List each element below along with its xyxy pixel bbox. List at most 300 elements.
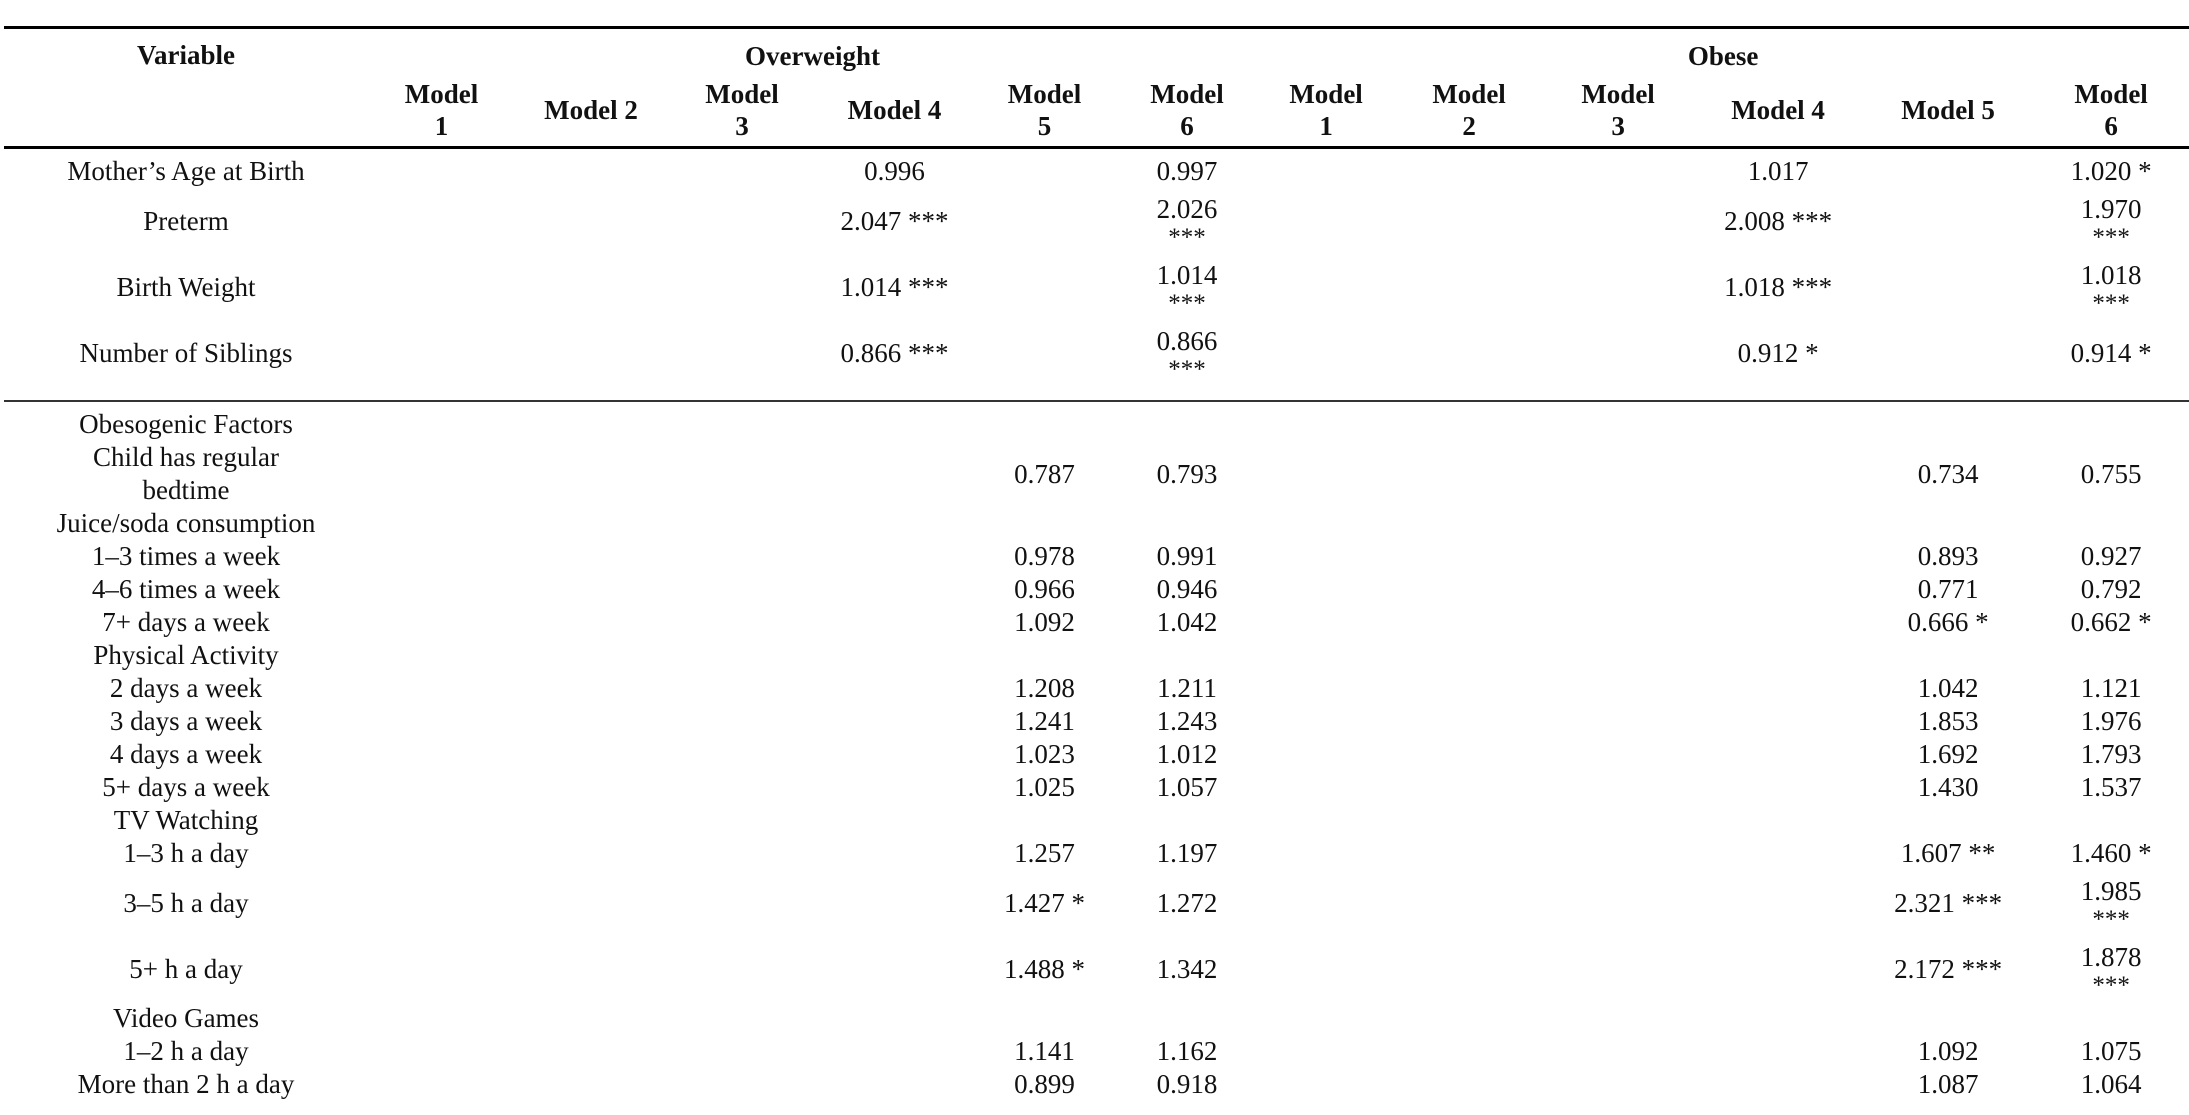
odds-ratio-cell: 0.771	[1917, 574, 1979, 604]
odds-ratio-cell	[1395, 804, 1543, 837]
odds-ratio-cell	[667, 540, 817, 573]
row-label-text: Preterm	[143, 205, 229, 236]
row-label-text: 4 days a week	[109, 739, 263, 769]
model-header-overweight-1	[368, 75, 515, 155]
model-header-line1: Model	[1289, 79, 1363, 109]
odds-ratio-cell	[368, 1035, 515, 1068]
odds-ratio-cell	[1257, 639, 1395, 672]
odds-ratio-cell	[515, 320, 667, 386]
odds-ratio-cell: 1.976	[2080, 706, 2142, 736]
odds-ratio-cell	[1395, 573, 1543, 606]
table-row	[4, 320, 2189, 386]
odds-ratio-cell	[667, 672, 817, 705]
odds-ratio-cell	[667, 188, 817, 254]
significance-stars: ***	[2092, 905, 2130, 933]
odds-ratio-cell	[1543, 320, 1693, 386]
odds-ratio-value: 1.985	[2080, 875, 2142, 906]
odds-ratio-cell	[515, 639, 667, 672]
odds-ratio-value: 0.866	[1156, 325, 1218, 356]
model-header-line2: 5	[1037, 111, 1052, 141]
odds-ratio-cell	[1257, 771, 1395, 804]
odds-ratio-cell	[667, 573, 817, 606]
row-label-text: Juice/soda consumption	[56, 508, 316, 538]
row-label-text: Obesogenic Factors	[79, 409, 293, 439]
odds-ratio-cell	[368, 320, 515, 386]
section-separator	[4, 386, 2189, 408]
odds-ratio-cell: 1.020 *	[2070, 156, 2152, 186]
odds-ratio-cell	[1395, 155, 1543, 188]
row-label	[4, 936, 368, 1002]
odds-ratio-value: 1.878	[2080, 941, 2142, 972]
odds-ratio-cell	[1693, 672, 1863, 705]
odds-ratio-cell	[368, 441, 515, 507]
odds-ratio-cell	[667, 936, 817, 1002]
odds-ratio-cell	[1863, 1002, 2033, 1035]
odds-ratio-cell: 1.243	[1156, 706, 1218, 736]
row-label	[4, 672, 368, 705]
odds-ratio-cell	[667, 155, 817, 188]
row-label	[4, 606, 368, 639]
odds-ratio-cell: 0.996	[864, 156, 925, 186]
row-label	[4, 441, 368, 507]
odds-ratio-value: 1.018	[2080, 259, 2142, 290]
odds-ratio-cell	[368, 540, 515, 573]
odds-ratio-cell	[515, 155, 667, 188]
odds-ratio-cell	[1863, 254, 2033, 320]
odds-ratio-cell	[667, 441, 817, 507]
odds-ratio-cell	[667, 738, 817, 771]
odds-ratio-cell	[817, 573, 972, 606]
odds-ratio-cell	[817, 870, 972, 936]
odds-ratio-cell	[972, 507, 1117, 540]
row-label-text: Child has regular	[93, 442, 279, 472]
table-body	[4, 155, 2189, 1101]
model-header-line1: Model	[1150, 79, 1224, 109]
odds-ratio-cell	[515, 705, 667, 738]
odds-ratio-cell	[817, 804, 972, 837]
odds-ratio-cell: 0.734	[1917, 458, 1979, 489]
odds-ratio-cell	[1693, 540, 1863, 573]
model-header-overweight-6	[1117, 75, 1257, 155]
odds-ratio-cell	[1693, 1068, 1863, 1101]
odds-ratio-cell	[1543, 771, 1693, 804]
odds-ratio-cell	[1543, 936, 1693, 1002]
odds-ratio-cell: 0.997	[1156, 156, 1218, 186]
odds-ratio-cell	[1257, 441, 1395, 507]
odds-ratio-cell	[1543, 870, 1693, 936]
odds-ratio-cell: 0.966	[1014, 574, 1075, 604]
odds-ratio-cell	[1257, 870, 1395, 936]
odds-ratio-cell	[1395, 1002, 1543, 1035]
odds-ratio-cell	[972, 188, 1117, 254]
odds-ratio-cell: 0.666 *	[1907, 607, 1989, 637]
row-label	[4, 771, 368, 804]
odds-ratio-cell: 1.342	[1156, 953, 1218, 984]
model-header-line1: Model	[2074, 79, 2148, 109]
odds-ratio-cell	[1395, 540, 1543, 573]
odds-ratio-cell	[1543, 155, 1693, 188]
odds-ratio-cell: 1.211	[1157, 673, 1217, 703]
odds-ratio-cell: 2.047 ***	[840, 205, 949, 236]
model-header-obese-1	[1257, 75, 1395, 155]
odds-ratio-cell	[817, 1035, 972, 1068]
odds-ratio-cell: 1.793	[2080, 739, 2142, 769]
odds-ratio-cell	[817, 705, 972, 738]
odds-ratio-cell	[2033, 188, 2189, 254]
odds-ratio-cell	[368, 1002, 515, 1035]
odds-ratio-cell	[368, 254, 515, 320]
row-label	[4, 639, 368, 672]
odds-ratio-cell	[515, 1035, 667, 1068]
odds-ratio-cell	[1257, 1068, 1395, 1101]
odds-ratio-cell	[1117, 408, 1257, 441]
table-row	[4, 804, 2189, 837]
odds-ratio-cell	[972, 804, 1117, 837]
odds-ratio-cell: 1.087	[1917, 1069, 1979, 1099]
odds-ratio-cell	[1117, 804, 1257, 837]
odds-ratio-cell: 0.914 *	[2070, 337, 2152, 368]
odds-ratio-cell	[515, 573, 667, 606]
table-row	[4, 936, 2189, 1002]
odds-ratio-cell	[667, 507, 817, 540]
odds-ratio-cell	[1543, 441, 1693, 507]
odds-ratio-cell	[1257, 606, 1395, 639]
odds-ratio-cell	[368, 606, 515, 639]
odds-ratio-cell	[1543, 1068, 1693, 1101]
model-header-line2: 2	[1462, 111, 1476, 141]
row-label	[4, 320, 368, 386]
odds-ratio-cell	[1693, 738, 1863, 771]
odds-ratio-cell	[667, 705, 817, 738]
significance-stars: ***	[2092, 223, 2130, 251]
model-header-obese-4	[1693, 75, 1863, 155]
odds-ratio-cell	[817, 1068, 972, 1101]
odds-ratio-cell	[368, 804, 515, 837]
odds-ratio-cell	[1863, 507, 2033, 540]
table-row	[4, 1068, 2189, 1101]
odds-ratio-cell	[1395, 639, 1543, 672]
odds-ratio-cell: 0.793	[1156, 458, 1218, 489]
odds-ratio-cell	[817, 639, 972, 672]
model-header-overweight-2	[515, 75, 667, 155]
odds-ratio-cell	[368, 936, 515, 1002]
table-row	[4, 441, 2189, 507]
model-header-line1: Model	[1432, 79, 1506, 109]
model-header-line2: 6	[2104, 111, 2118, 141]
odds-ratio-cell	[1543, 573, 1693, 606]
model-header-obese-2	[1395, 75, 1543, 155]
odds-ratio-cell	[817, 771, 972, 804]
row-label	[4, 540, 368, 573]
table-row	[4, 672, 2189, 705]
odds-ratio-cell	[515, 254, 667, 320]
odds-ratio-cell	[1543, 738, 1693, 771]
table-row	[4, 188, 2189, 254]
odds-ratio-cell	[1693, 1035, 1863, 1068]
odds-ratio-cell	[817, 672, 972, 705]
odds-ratio-cell	[1257, 1002, 1395, 1035]
odds-ratio-cell: 1.460 *	[2070, 838, 2152, 868]
odds-ratio-cell: 1.042	[1917, 673, 1979, 703]
model-header-line1: Model	[1007, 79, 1082, 109]
odds-ratio-cell	[817, 738, 972, 771]
significance-stars: ***	[1168, 289, 1206, 317]
odds-ratio-cell	[1543, 540, 1693, 573]
odds-ratio-cell: 1.537	[2080, 772, 2142, 802]
odds-ratio-cell	[1395, 738, 1543, 771]
odds-ratio-cell	[1257, 254, 1395, 320]
odds-ratio-cell	[817, 408, 972, 441]
odds-ratio-cell	[515, 188, 667, 254]
row-label	[4, 804, 368, 837]
odds-ratio-cell	[1395, 507, 1543, 540]
odds-ratio-cell: 1.853	[1917, 706, 1979, 736]
odds-ratio-cell	[1395, 936, 1543, 1002]
odds-ratio-cell	[1693, 804, 1863, 837]
odds-ratio-cell: 1.023	[1014, 739, 1075, 769]
odds-ratio-cell	[667, 837, 817, 870]
row-label	[4, 573, 368, 606]
odds-ratio-cell	[817, 936, 972, 1002]
model-header-overweight-5	[972, 75, 1117, 155]
row-label	[4, 155, 368, 188]
row-label	[4, 705, 368, 738]
odds-ratio-cell: 1.018 ***	[1724, 271, 1833, 302]
model-header-overweight-3	[667, 75, 817, 155]
row-label-text: 1–3 times a week	[91, 541, 281, 571]
odds-ratio-cell	[1693, 441, 1863, 507]
odds-ratio-cell: 0.991	[1156, 541, 1218, 571]
model-header-line1: Model	[404, 79, 479, 109]
odds-ratio-cell	[1543, 1035, 1693, 1068]
odds-ratio-cell	[1543, 804, 1693, 837]
row-label	[4, 1068, 368, 1101]
odds-ratio-cell: 1.014 ***	[840, 271, 949, 302]
odds-ratio-cell	[368, 639, 515, 672]
odds-ratio-cell	[1693, 606, 1863, 639]
odds-ratio-cell	[2033, 507, 2189, 540]
odds-ratio-value: 1.970	[2080, 193, 2142, 224]
odds-ratio-cell	[1863, 188, 2033, 254]
odds-ratio-cell	[1395, 1035, 1543, 1068]
odds-ratio-cell: 1.075	[2080, 1036, 2142, 1066]
odds-ratio-cell	[817, 837, 972, 870]
row-label-text: More than 2 h a day	[77, 1069, 295, 1099]
odds-ratio-cell	[1693, 1002, 1863, 1035]
odds-ratio-cell	[368, 155, 515, 188]
odds-ratio-cell: 1.092	[1917, 1036, 1979, 1066]
odds-ratio-cell: 0.899	[1014, 1069, 1075, 1099]
row-label-text: 2 days a week	[109, 673, 263, 703]
odds-ratio-cell	[1543, 672, 1693, 705]
odds-ratio-cell: 0.893	[1917, 541, 1979, 571]
odds-ratio-cell	[1395, 672, 1543, 705]
odds-ratio-cell: 0.927	[2080, 541, 2142, 571]
odds-ratio-cell	[1117, 1002, 1257, 1035]
odds-ratio-cell: 1.607 **	[1900, 838, 1996, 868]
odds-ratio-cell: 1.692	[1917, 739, 1979, 769]
regression-table	[4, 27, 2189, 1101]
odds-ratio-cell	[1257, 705, 1395, 738]
odds-ratio-cell	[1863, 804, 2033, 837]
odds-ratio-cell: 1.025	[1014, 772, 1075, 802]
odds-ratio-cell	[515, 771, 667, 804]
odds-ratio-cell	[515, 936, 667, 1002]
odds-ratio-cell	[368, 1068, 515, 1101]
odds-ratio-cell: 1.427 *	[1004, 887, 1085, 918]
odds-ratio-cell	[972, 155, 1117, 188]
odds-ratio-cell	[1257, 936, 1395, 1002]
odds-ratio-cell	[667, 1068, 817, 1101]
odds-ratio-cell	[817, 507, 972, 540]
odds-ratio-cell: 0.755	[2080, 458, 2142, 489]
odds-ratio-cell	[1257, 155, 1395, 188]
odds-ratio-cell: 1.257	[1014, 838, 1075, 868]
odds-ratio-cell: 1.042	[1156, 607, 1218, 637]
odds-ratio-cell: 1.430	[1917, 772, 1979, 802]
odds-ratio-cell	[1257, 837, 1395, 870]
odds-ratio-cell	[368, 408, 515, 441]
row-label	[4, 507, 368, 540]
odds-ratio-cell	[1543, 837, 1693, 870]
odds-ratio-cell	[515, 507, 667, 540]
row-label-text: bedtime	[142, 475, 230, 505]
odds-ratio-cell	[2033, 870, 2189, 936]
row-label-text: TV Watching	[113, 805, 259, 835]
odds-ratio-cell	[1863, 408, 2033, 441]
odds-ratio-cell	[667, 408, 817, 441]
model-header-line1: Model	[1581, 79, 1655, 109]
odds-ratio-cell	[1863, 320, 2033, 386]
odds-ratio-cell	[2033, 408, 2189, 441]
odds-ratio-cell	[972, 1002, 1117, 1035]
model-header-line1: Model	[705, 79, 779, 109]
row-label-text: Birth Weight	[116, 271, 256, 302]
odds-ratio-cell	[1257, 408, 1395, 441]
odds-ratio-cell: 1.488 *	[1004, 953, 1085, 984]
odds-ratio-cell	[1693, 837, 1863, 870]
row-label-text: 4–6 times a week	[91, 574, 281, 604]
odds-ratio-cell: 1.017	[1747, 156, 1809, 186]
significance-stars: ***	[1168, 223, 1206, 251]
odds-ratio-cell	[515, 672, 667, 705]
odds-ratio-cell	[667, 870, 817, 936]
odds-ratio-cell	[1863, 155, 2033, 188]
model-header-obese-5	[1863, 75, 2033, 155]
odds-ratio-cell: 1.064	[2080, 1069, 2142, 1099]
odds-ratio-cell	[1117, 188, 1257, 254]
table-row	[4, 1002, 2189, 1035]
odds-ratio-cell	[2033, 639, 2189, 672]
odds-ratio-cell	[1257, 573, 1395, 606]
odds-ratio-cell	[1257, 507, 1395, 540]
odds-ratio-cell: 1.272	[1156, 887, 1218, 918]
row-label	[4, 738, 368, 771]
row-label	[4, 1035, 368, 1068]
odds-ratio-cell	[1395, 441, 1543, 507]
odds-ratio-cell	[972, 408, 1117, 441]
odds-ratio-cell	[1863, 639, 2033, 672]
table-row	[4, 254, 2189, 320]
odds-ratio-cell	[1543, 705, 1693, 738]
odds-ratio-cell: 1.057	[1156, 772, 1218, 802]
row-label-text: 1–3 h a day	[123, 838, 249, 868]
row-label-text: Mother’s Age at Birth	[67, 156, 305, 186]
odds-ratio-cell	[1257, 1035, 1395, 1068]
row-label	[4, 254, 368, 320]
odds-ratio-cell	[1257, 540, 1395, 573]
model-header-obese-6	[2033, 75, 2189, 155]
odds-ratio-cell	[1257, 188, 1395, 254]
odds-ratio-cell	[667, 804, 817, 837]
odds-ratio-cell	[515, 804, 667, 837]
odds-ratio-cell	[1543, 408, 1693, 441]
odds-ratio-cell: 0.866 ***	[840, 337, 949, 368]
odds-ratio-cell	[1543, 606, 1693, 639]
table-row	[4, 738, 2189, 771]
odds-ratio-cell	[1543, 1002, 1693, 1035]
odds-ratio-cell	[368, 188, 515, 254]
odds-ratio-cell	[1693, 639, 1863, 672]
odds-ratio-cell	[1117, 254, 1257, 320]
odds-ratio-cell	[1257, 804, 1395, 837]
table-row	[4, 1035, 2189, 1068]
odds-ratio-cell	[515, 408, 667, 441]
odds-ratio-cell	[817, 540, 972, 573]
row-label-text: Physical Activity	[93, 640, 279, 670]
variable-header: Variable	[136, 40, 235, 70]
row-label-text: 5+ h a day	[129, 953, 243, 984]
odds-ratio-cell	[1543, 188, 1693, 254]
odds-ratio-cell	[1395, 837, 1543, 870]
odds-ratio-cell	[667, 320, 817, 386]
odds-ratio-cell	[1395, 771, 1543, 804]
model-header-line2: 1	[434, 111, 449, 141]
odds-ratio-cell: 1.092	[1014, 607, 1075, 637]
odds-ratio-cell: 0.978	[1014, 541, 1075, 571]
row-label-text: 3–5 h a day	[123, 887, 249, 918]
odds-ratio-cell	[1395, 606, 1543, 639]
odds-ratio-cell	[972, 254, 1117, 320]
table-row	[4, 408, 2189, 441]
odds-ratio-cell	[667, 1002, 817, 1035]
odds-ratio-cell: 0.792	[2080, 574, 2142, 604]
row-label-text: Number of Siblings	[79, 337, 293, 368]
odds-ratio-cell	[972, 639, 1117, 672]
odds-ratio-cell	[1543, 507, 1693, 540]
odds-ratio-cell	[667, 1035, 817, 1068]
odds-ratio-cell	[817, 441, 972, 507]
odds-ratio-cell	[667, 639, 817, 672]
table-row	[4, 771, 2189, 804]
odds-ratio-cell: 0.912 *	[1737, 337, 1819, 368]
odds-ratio-cell: 2.321 ***	[1894, 887, 2003, 918]
odds-ratio-cell	[368, 705, 515, 738]
odds-ratio-cell: 2.008 ***	[1724, 205, 1833, 236]
odds-ratio-cell	[1395, 1068, 1543, 1101]
row-label	[4, 1002, 368, 1035]
odds-ratio-cell	[515, 837, 667, 870]
odds-ratio-cell	[1395, 870, 1543, 936]
odds-ratio-cell	[1693, 573, 1863, 606]
table-row	[4, 705, 2189, 738]
table-row	[4, 540, 2189, 573]
odds-ratio-cell: 0.787	[1014, 458, 1075, 489]
odds-ratio-cell	[1257, 672, 1395, 705]
odds-ratio-cell	[2033, 1002, 2189, 1035]
odds-ratio-cell	[1693, 771, 1863, 804]
odds-ratio-cell	[1257, 320, 1395, 386]
